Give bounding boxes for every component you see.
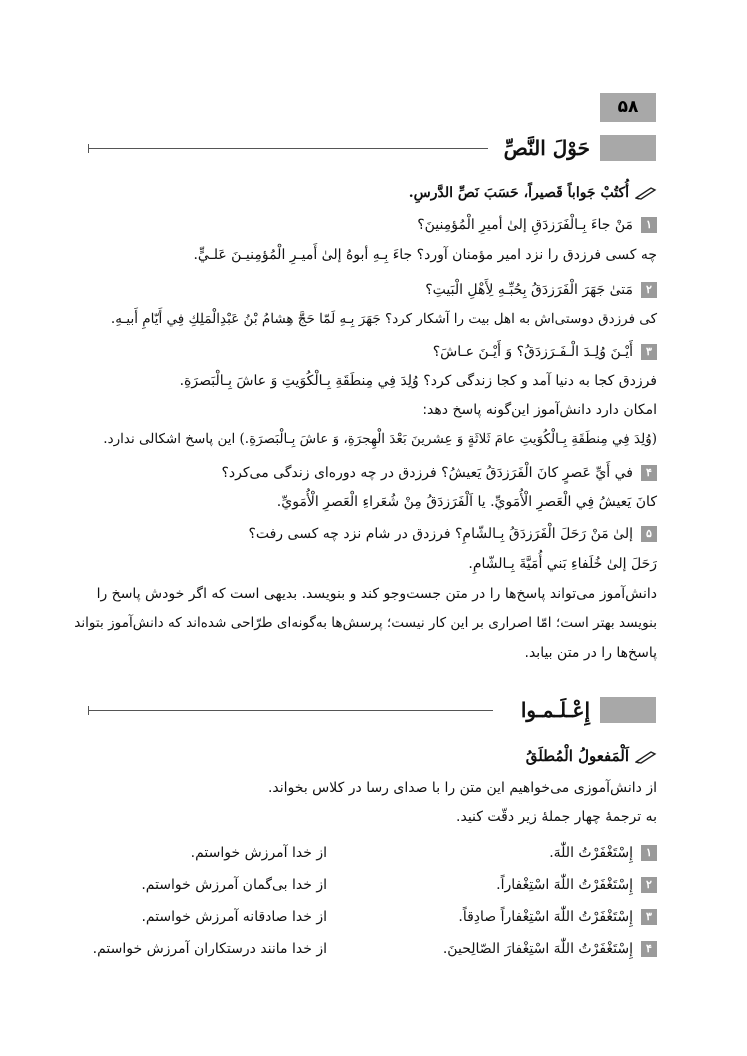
- item-number: ۲: [641, 282, 657, 298]
- arabic-text: إِسْتَغْفَرْتُ اللّٰهَ.: [549, 845, 633, 861]
- item-number: ۳: [641, 344, 657, 360]
- translation: از خدا بی‌گمان آمرزش خواستم.: [141, 877, 327, 893]
- item-number: ۴: [641, 941, 657, 957]
- arabic-sentence: [496, 872, 657, 898]
- instruction: [409, 180, 657, 206]
- pencil-icon: [635, 750, 657, 764]
- note-line: بنویسد بهتر است؛ امّا اصراری بر این کار نیست؛ پرسش‌ها به‌گونه‌ای طرّاحی شده‌اند که دانش‌آموز بتواند: [74, 615, 657, 631]
- intro-line: به ترجمهٔ چهار جملهٔ زیر دقّت کنید.: [456, 809, 657, 825]
- list-item: [468, 551, 657, 577]
- answer-text: چه کسی فرزدق را نزد امیر مؤمنان آورد؟ جاءَ بِـهِ أبوهُ إلیٰ أَمیـرِ الْمُؤمِنیـنَ عَلـيٍّ.: [193, 247, 657, 263]
- arabic-text: إِسْتَغْفَرْتُ اللّٰهَ اسْتِغْفاراً.: [496, 877, 633, 893]
- list-item: [425, 277, 657, 303]
- question-text: مَنْ جاءَ بِـالْفَرَزدَقِ إلیٰ أميرِ الْمُؤمِنينَ؟: [417, 217, 633, 233]
- page-number: ۵۸: [600, 93, 656, 122]
- translation: از خدا آمرزش خواستم.: [190, 845, 327, 861]
- question-text: إلیٰ مَنْ رَحَلَ الْفَرَزدَقُ بِـالشّامِ؟ فرزدق در شام نزد چه کسی رفت؟: [248, 526, 633, 542]
- arabic-text: إِسْتَغْفَرْتُ اللّٰهَ اسْتِغْفارَ الصّالِحينَ.: [442, 941, 633, 957]
- subtitle: [526, 743, 657, 769]
- section-title: حَوْلَ النَّصِّ: [494, 135, 600, 161]
- section-header-rule: [88, 710, 493, 711]
- section-header-rule-cap: [88, 144, 89, 153]
- section-header-rule-cap: [88, 706, 89, 715]
- translation: از خدا مانند درستکاران آمرزش خواستم.: [92, 941, 327, 957]
- item-number: ۵: [641, 526, 657, 542]
- list-item: [277, 489, 657, 515]
- section-header-rule: [88, 148, 488, 149]
- arabic-sentence: [443, 936, 657, 962]
- item-number: ۱: [641, 845, 657, 861]
- list-item: [422, 397, 657, 423]
- instruction-text: أُكتُبْ جَواباً قَصيراً، حَسَبَ نَصِّ الدَّرسِ.: [408, 185, 629, 201]
- item-number: ۲: [641, 877, 657, 893]
- question-text: أَيْـنَ وُلِـدَ الْـفَـرَزدَقُ؟ وَ أَيْـنَ عـاشَ؟: [432, 344, 633, 360]
- answer-text: كانَ يَعيشُ فِي الْعَصرِ الْأُمَويِّ. يا اَلْفَرَزدَقُ مِنْ شُعَراءِ الْعَصرِ الْأُمَويِّ.: [276, 494, 657, 510]
- arabic-sentence: [458, 904, 657, 930]
- list-item: [222, 460, 658, 486]
- arabic-sentence: [549, 840, 657, 866]
- question-text: مَتیٰ جَهَرَ الْفَرَزدَقُ بِحُبِّـهِ لِأَهْلِ الْبَيتِ؟: [425, 282, 633, 298]
- note-line: پاسخ‌ها را در متن بیابد.: [524, 645, 657, 661]
- note-text: امکان دارد دانش‌آموز این‌گونه پاسخ دهد:: [422, 402, 657, 418]
- note-line: دانش‌آموز می‌تواند پاسخ‌ها را در متن جست‌وجو کند و بنویسد. بدیهی است که اگر خودش پاسخ را: [96, 586, 657, 602]
- pencil-icon: [635, 186, 657, 200]
- answer-text: کی فرزدق دوستی‌اش به اهل بیت را آشکار کرد؟ جَهَرَ بِـهِ لَمّا حَجَّ هِشامُ بْنُ عَبْدِالْمَلِكِ فِي أَيّامِ أَبيـهِ.: [110, 311, 657, 327]
- question-text: في أَيِّ عَصرٍ كانَ الْفَرَزدَقُ يَعيشُ؟ فرزدق در چه دوره‌ای زندگی می‌کرد؟: [221, 465, 633, 481]
- intro-line: از دانش‌آموزی می‌خواهیم این متن را با صدای رسا در کلاس بخواند.: [267, 780, 657, 796]
- answer-text: (وُلِدَ فِي مِنطَقَةِ بِـالْكُوَيتِ عامَ ثَلاثَةٍ وَ عِشرينَ بَعْدَ الْهِجرَةِ، وَ عاشَ بِـالْبَصرَةِ.) این پاسخ اشکالی ندارد.: [103, 431, 657, 447]
- item-number: ۴: [641, 465, 657, 481]
- section-title: إِعْـلَـمـوا: [511, 697, 600, 723]
- answer-text: رَحَلَ إلیٰ خُلَفاءِ بَني أُمَيَّةَ بِـالشّامِ.: [468, 556, 657, 572]
- arabic-text: إِسْتَغْفَرْتُ اللّٰهَ اسْتِغْفاراً صادِقاً.: [458, 909, 633, 925]
- section-header-bar: [600, 697, 656, 723]
- list-item: [180, 368, 657, 394]
- subtitle-text: اَلْمَفعولُ الْمُطلَقُ: [525, 747, 629, 765]
- list-item: [193, 242, 657, 268]
- answer-text: فرزدق کجا به دنیا آمد و کجا زندگی کرد؟ وُلِدَ فِي مِنطَقَةِ بِـالْكُوَيتِ وَ عاشَ بِـالْبَصرَةِ.: [179, 373, 657, 389]
- list-item: [111, 306, 657, 332]
- item-number: ۳: [641, 909, 657, 925]
- list-item: [103, 426, 657, 452]
- translation: از خدا صادقانه آمرزش خواستم.: [141, 909, 327, 925]
- list-item: [417, 212, 657, 238]
- list-item: [248, 521, 657, 547]
- list-item: [433, 339, 657, 365]
- section-header-bar: [600, 135, 656, 161]
- item-number: ۱: [641, 217, 657, 233]
